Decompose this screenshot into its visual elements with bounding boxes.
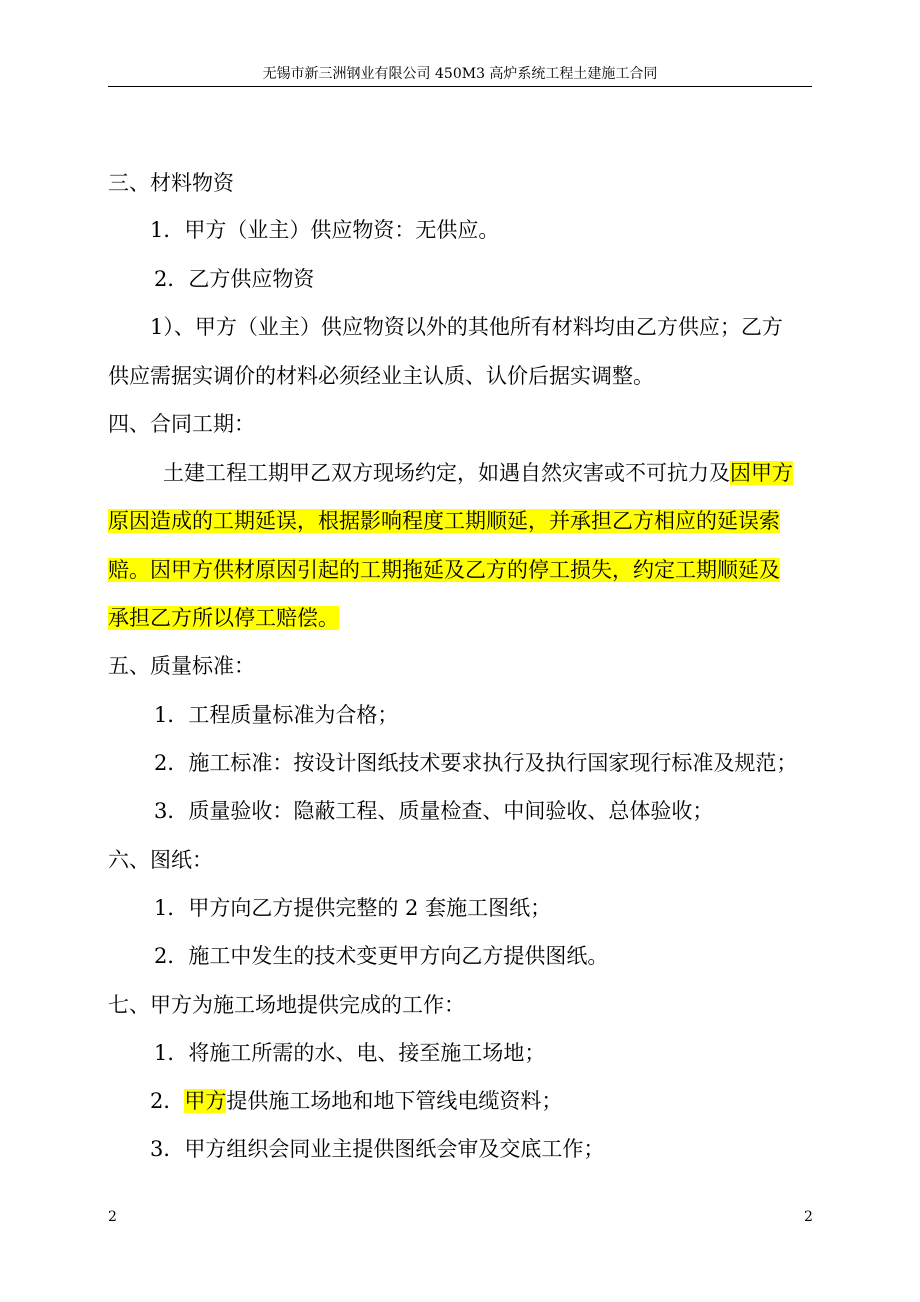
line-text: 1．工程质量标准为合格； [154,703,399,727]
paragraph-line [108,458,873,488]
highlighted-text: 甲方 [184,1089,227,1113]
line-text: 五、质量标准： [108,654,255,678]
highlighted-text: 承担乙方所以停工赔偿。 [108,606,339,630]
section-heading [108,409,818,439]
section-heading [108,168,818,198]
list-item [108,215,860,245]
paragraph-line [108,506,818,536]
list-item [108,700,864,730]
highlighted-text: 原因造成的工期延误，根据影响程度工期顺延，并承担乙方相应的延误索 [108,509,780,533]
line-text: 七、甲方为施工场地提供完成的工作： [108,993,465,1017]
list-item [108,1086,860,1116]
line-text: 1．甲方向乙方提供完整的 2 套施工图纸； [154,896,552,920]
highlighted-text: 因甲方 [730,461,793,485]
line-text: 2．施工标准：按设计图纸技术要求执行及执行国家现行标准及规范； [154,751,798,775]
paragraph-line [108,312,860,342]
header-rule [108,86,812,87]
section-heading [108,651,818,681]
list-item [108,893,864,923]
highlighted-text: 赔。因甲方供材原因引起的工期拖延及乙方的停工损失，约定工期顺延及 [108,558,780,582]
line-text: 1．将施工所需的水、电、接至施工场地； [154,1041,546,1065]
list-item [108,941,864,971]
line-text: 土建工程工期甲乙双方现场约定，如遇自然灾害或不可抗力及 [163,461,730,485]
line-text: 1．甲方（业主）供应物资：无供应。 [150,218,500,242]
page-number-left: 2 [108,1209,117,1225]
line-text: 四、合同工期： [108,412,255,436]
section-heading [108,990,818,1020]
paragraph-line [108,555,818,585]
section-heading [108,845,818,875]
list-item [108,264,864,294]
list-item [108,748,864,778]
line-text: 2． [150,1089,185,1113]
line-text: 提供施工场地和地下管线电缆资料； [226,1089,563,1113]
list-item [108,796,864,826]
line-text: 供应需据实调价的材料必须经业主认质、认价后据实调整。 [108,364,654,388]
line-text: 3．质量验收：隐蔽工程、质量检查、中间验收、总体验收； [154,799,714,823]
running-header: 无锡市新三洲钢业有限公司 450M3 高炉系统工程土建施工合同 [262,66,658,82]
list-item [108,1038,864,1068]
paragraph-line [108,603,818,633]
paragraph-line [108,361,818,391]
line-text: 2．乙方供应物资 [154,267,315,291]
list-item [108,1134,860,1164]
line-text: 三、材料物资 [108,171,234,195]
line-text: 2．施工中发生的技术变更甲方向乙方提供图纸。 [154,944,609,968]
line-text: 3．甲方组织会同业主提供图纸会审及交底工作； [150,1137,605,1161]
line-text: 六、图纸： [108,848,213,872]
line-text: 1）、甲方（业主）供应物资以外的其他所有材料均由乙方供应；乙方 [150,315,783,339]
page-number-right: 2 [804,1209,813,1225]
